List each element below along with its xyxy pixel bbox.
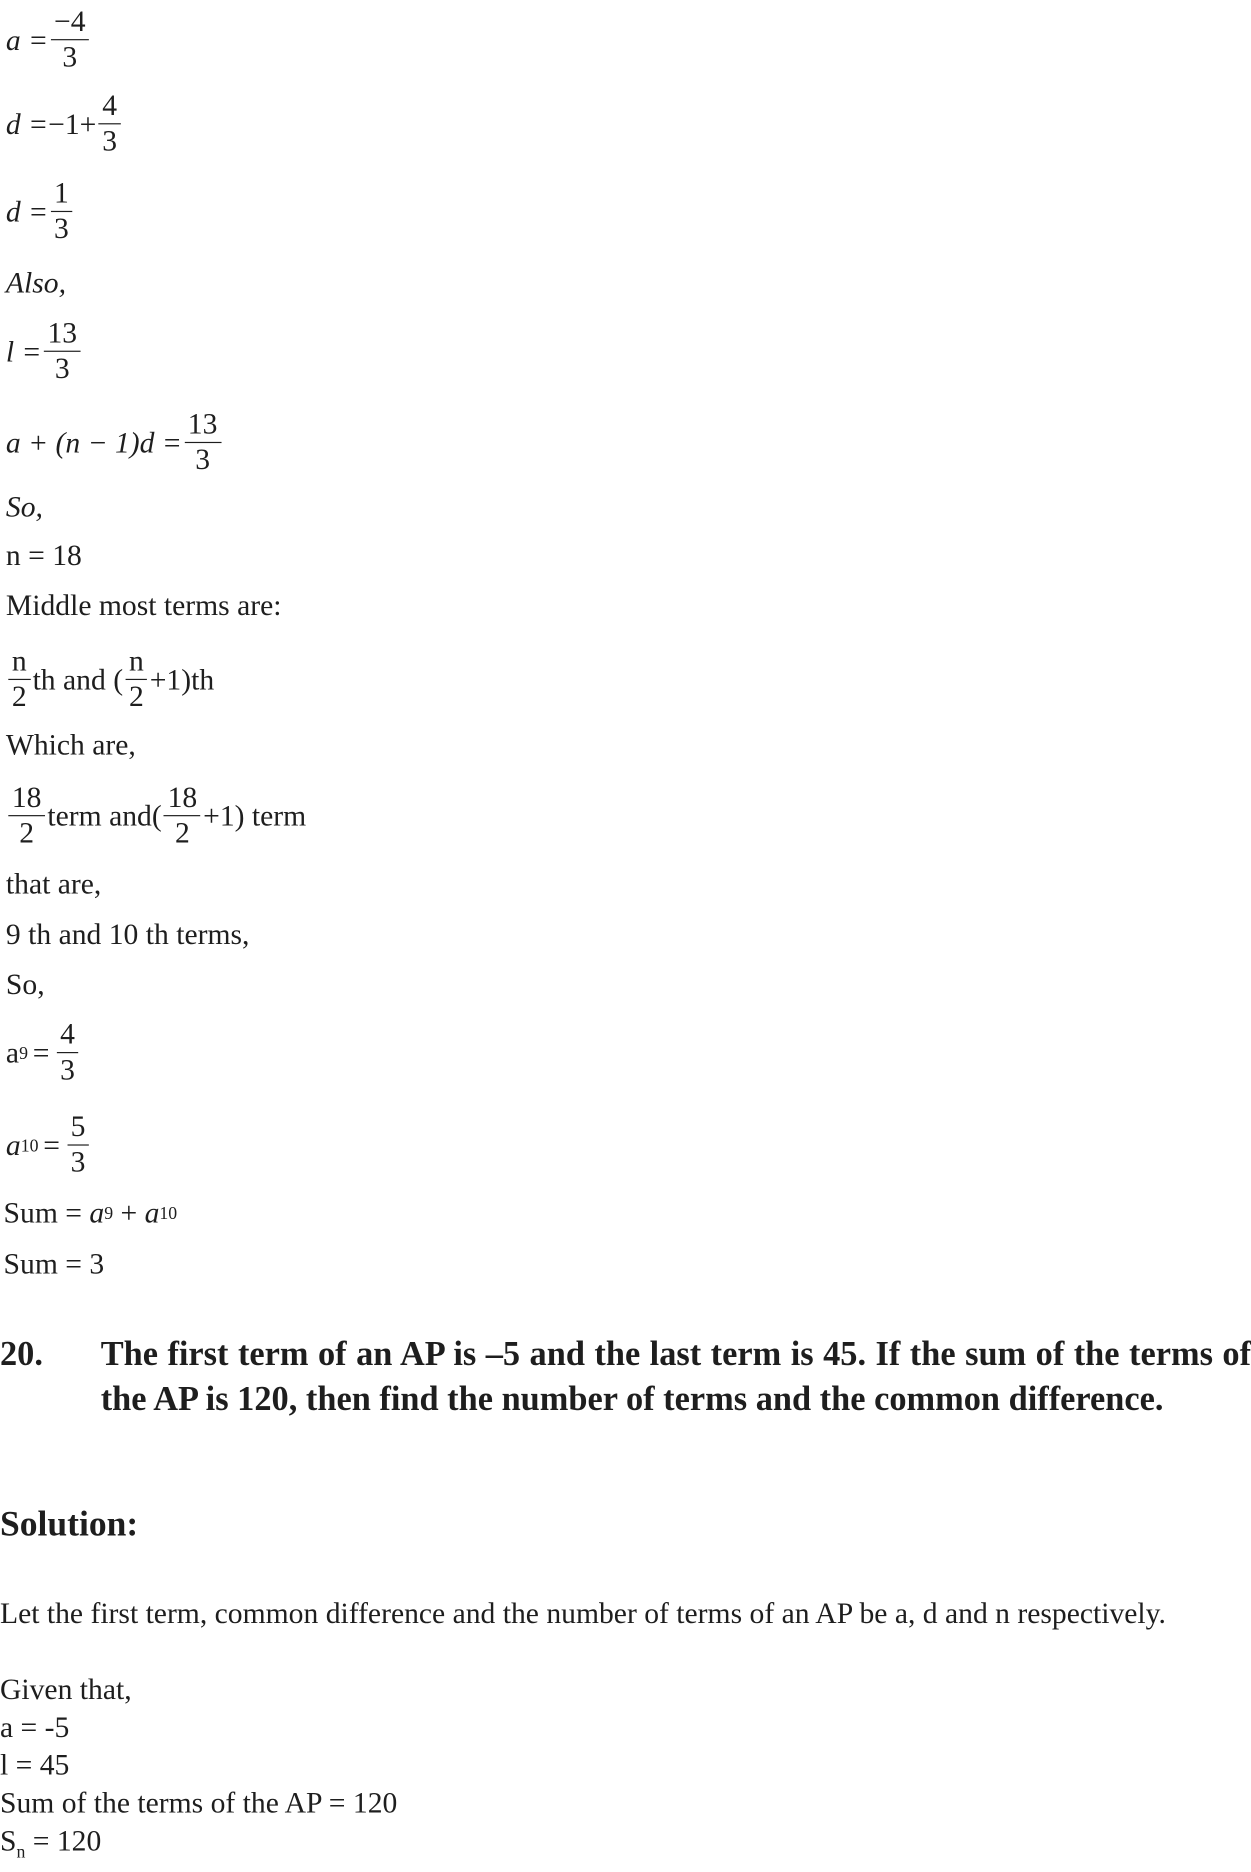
ninth-tenth: 9 th and 10 th terms, xyxy=(5,919,250,952)
fraction xyxy=(8,782,45,852)
lhs: d = xyxy=(5,108,49,141)
numerator: 1 xyxy=(50,178,72,212)
lhs: l = xyxy=(5,335,42,368)
text: +1) term xyxy=(203,800,307,833)
numerator: 5 xyxy=(67,1111,89,1145)
text: S xyxy=(0,1825,17,1858)
numerator: 4 xyxy=(99,90,121,124)
given-l: l = 45 xyxy=(0,1749,70,1782)
eq-a9 xyxy=(6,1019,81,1089)
mid: −1+ xyxy=(48,108,97,141)
equals: = xyxy=(32,1037,50,1070)
subscript: 10 xyxy=(20,1136,39,1156)
equals: = xyxy=(43,1129,60,1162)
eq-d1 xyxy=(6,90,123,160)
plus: + xyxy=(113,1197,145,1230)
given-sum: Sum of the terms of the AP = 120 xyxy=(0,1787,398,1820)
denominator: 3 xyxy=(195,444,211,477)
numerator: 18 xyxy=(164,782,201,816)
lhs: a xyxy=(5,1037,20,1070)
numerator: n xyxy=(125,646,147,680)
so-2: So, xyxy=(5,969,45,1002)
fraction xyxy=(125,646,147,716)
fraction xyxy=(164,782,201,852)
denominator: 2 xyxy=(128,681,144,714)
subscript: 10 xyxy=(159,1204,178,1224)
denominator: 3 xyxy=(60,1054,75,1087)
fraction xyxy=(8,646,30,716)
var: a xyxy=(89,1197,105,1230)
which-are: Which are, xyxy=(5,729,136,762)
also: Also, xyxy=(5,267,66,300)
so-1: So, xyxy=(5,491,43,524)
fraction xyxy=(57,1019,79,1089)
solution-heading: Solution: xyxy=(0,1504,139,1544)
denominator: 3 xyxy=(54,213,69,246)
fraction xyxy=(50,6,89,76)
lhs: d = xyxy=(5,196,49,229)
middle-terms: Middle most terms are: xyxy=(5,589,282,622)
denominator: 3 xyxy=(70,1146,86,1179)
eq-a10 xyxy=(6,1111,91,1181)
numerator: 18 xyxy=(8,782,45,816)
numerator: −4 xyxy=(50,6,89,40)
given-that: Given that, xyxy=(0,1673,132,1706)
that-are: that are, xyxy=(5,868,102,901)
denominator: 3 xyxy=(62,41,78,74)
numerator: 13 xyxy=(184,409,221,443)
given-sn xyxy=(0,1823,101,1872)
subscript: n xyxy=(16,1843,26,1863)
fraction xyxy=(50,178,72,248)
eq-l xyxy=(6,317,83,387)
fraction xyxy=(99,90,121,160)
denominator: 2 xyxy=(19,817,35,850)
numerator: 13 xyxy=(44,317,81,351)
fraction xyxy=(44,317,81,387)
text: = 120 xyxy=(25,1825,102,1858)
eq-nth xyxy=(6,409,223,479)
text: term and( xyxy=(47,800,162,833)
text: +1)th xyxy=(149,664,215,697)
solution-intro: Let the first term, common difference and the number of terms of an AP be a, d and n respectively. xyxy=(0,1598,1166,1631)
numerator: 4 xyxy=(57,1019,79,1053)
sum-expr xyxy=(4,1197,178,1233)
eq-d2 xyxy=(6,178,75,248)
denominator: 3 xyxy=(102,125,118,158)
fraction xyxy=(184,409,221,479)
terms-18-expr xyxy=(6,782,306,852)
text: Sum = xyxy=(3,1197,90,1230)
denominator: 2 xyxy=(175,817,190,850)
mid-terms-expr xyxy=(6,646,214,716)
denominator: 3 xyxy=(54,353,70,386)
question-number: 20. xyxy=(0,1335,43,1374)
subscript: 9 xyxy=(104,1204,114,1224)
denominator: 2 xyxy=(11,681,27,714)
var: a xyxy=(144,1197,160,1230)
lhs: a = xyxy=(5,24,49,57)
lhs: a xyxy=(5,1129,21,1162)
eq-a xyxy=(6,6,92,76)
subscript: 9 xyxy=(19,1044,28,1064)
given-a: a = -5 xyxy=(0,1711,70,1744)
text: th and ( xyxy=(32,664,124,697)
eq-n: n = 18 xyxy=(5,540,82,573)
question-text: The first term of an AP is –5 and the last term is 45. If the sum of the terms of the AP is 120, then find the number of terms and the common difference. xyxy=(100,1335,1251,1419)
fraction xyxy=(67,1111,89,1181)
numerator: n xyxy=(8,646,30,680)
lhs: a + (n − 1)d = xyxy=(5,427,182,460)
sum-result: Sum = 3 xyxy=(3,1248,105,1281)
